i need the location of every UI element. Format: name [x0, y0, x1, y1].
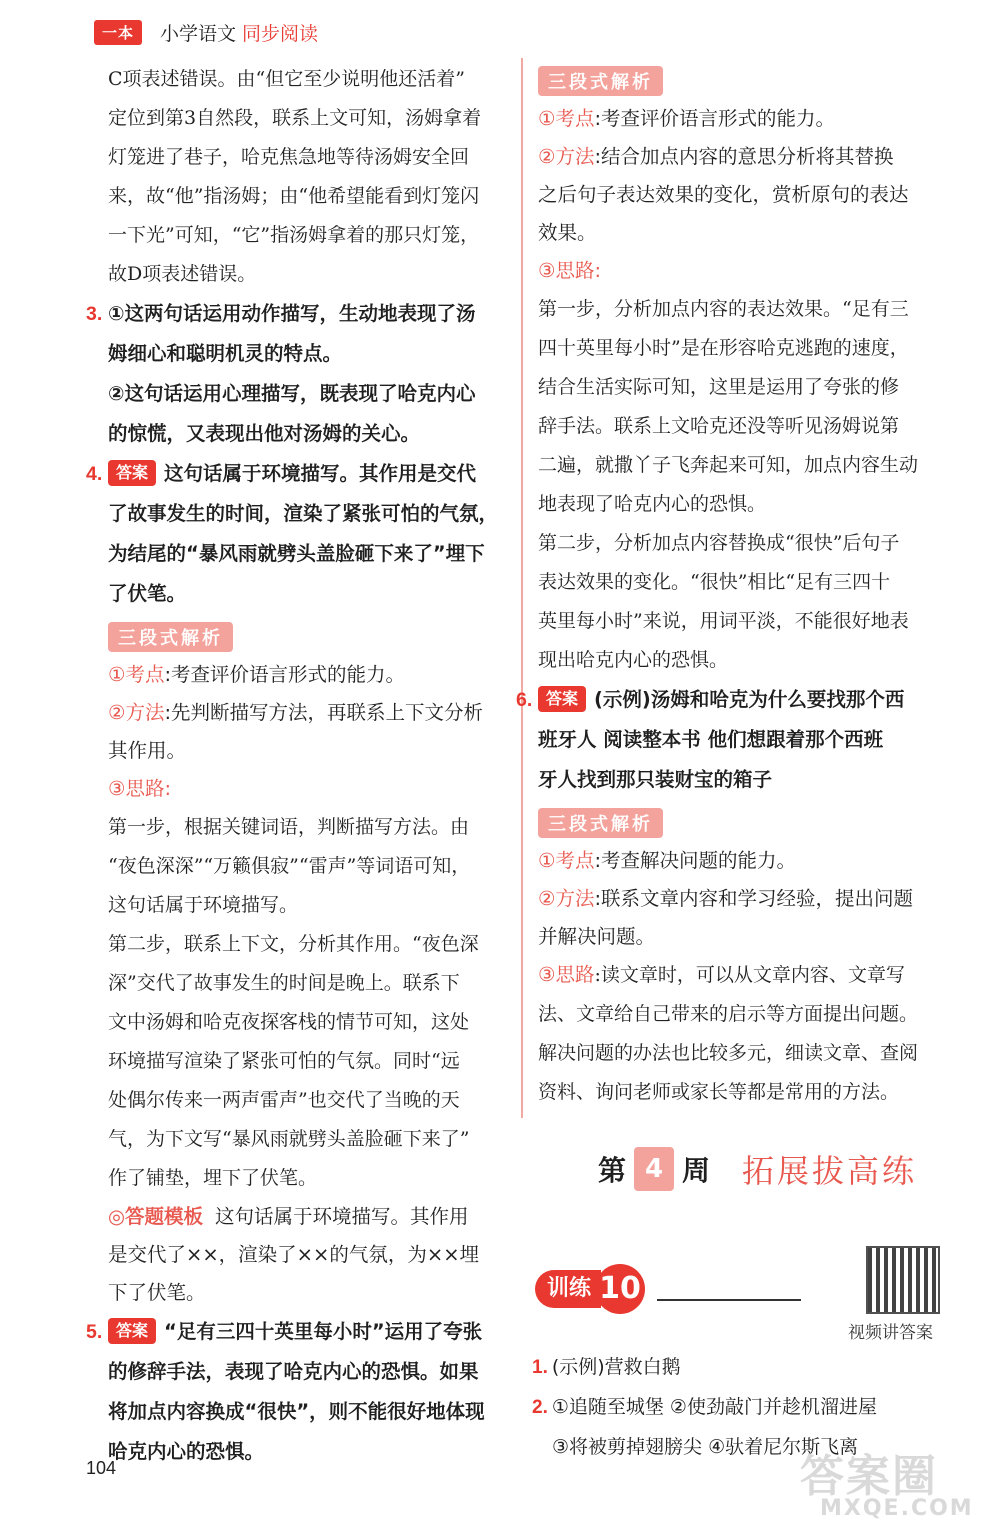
watermark-logo: 答案圈: [800, 1451, 938, 1502]
fangfa-label: ②方法: [538, 887, 595, 910]
text-line: :考查解决问题的能力。: [594, 849, 797, 872]
text-line: 文中汤姆和哈克夜探客栈的情节可知，这处: [108, 1011, 470, 1033]
text-line: 哈克内心的恐惧。: [108, 1440, 265, 1463]
text-line: 灯笼进了巷子，哈克焦急地等待汤姆安全回: [108, 146, 470, 168]
text-line: 的惊慌，又表现出他对汤姆的关心。: [108, 422, 421, 445]
qr-code-icon[interactable]: [866, 1246, 940, 1314]
text-line: 是交代了××，渲染了××的气氛，为××埋: [108, 1243, 480, 1266]
training-badge: [535, 1264, 801, 1314]
continuation-text: [86, 60, 506, 294]
question-number: 3.: [86, 303, 103, 325]
answer-tag: 答案: [108, 460, 156, 486]
text-line: 法、文章给自己带来的启示等方面提出问题。: [538, 1003, 919, 1025]
watermark-url: MXQE.COM: [820, 1496, 974, 1521]
text-line: :读文章时，可以从文章内容、文章写: [594, 964, 905, 986]
question-number: 2.: [532, 1397, 548, 1418]
text-line: :结合加点内容的意思分析将其替换: [594, 145, 894, 168]
text-line: 其作用。: [108, 739, 187, 762]
text-line: 深”交代了故事发生的时间是晚上。联系下: [108, 972, 460, 994]
text-line: 二遍，就撒丫子飞奔起来可知，加点内容生动: [538, 454, 919, 476]
analysis-section-tag: 三段式解析: [538, 808, 663, 838]
week-topic: 拓展拔高练: [742, 1152, 918, 1190]
analysis-section-tag: 三段式解析: [108, 622, 233, 652]
training-number: 10: [595, 1264, 645, 1314]
text-line: “足有三四十英里每小时”运用了夸张: [164, 1320, 483, 1343]
fangfa-label: ②方法: [108, 701, 165, 724]
text-line: 这句话属于环境描写。: [108, 894, 299, 916]
kaodian-label: ①考点: [108, 663, 165, 686]
text-line: 处偶尔传来一两声雷声”也交代了当晚的天: [108, 1089, 460, 1111]
training-label: 训练: [535, 1270, 601, 1308]
week-prefix: 第: [598, 1154, 627, 1187]
text-line: 为结尾的“暴风雨就劈头盖脸砸下来了”埋下: [108, 542, 485, 565]
text-line: 班牙人 阅读整本书 他们想跟着那个西班: [538, 728, 884, 751]
text-line: 下了伏笔。: [108, 1281, 206, 1304]
text-line: 第二步，分析加点内容替换成“很快”后句子: [538, 532, 900, 554]
text-line: 牙人找到那只装财宝的箱子: [538, 768, 773, 791]
text-line: 并解决问题。: [538, 925, 656, 948]
text-line: 表达效果的变化。“很快”相比“足有三四十: [538, 571, 891, 593]
text-line: 了伏笔。: [108, 582, 187, 605]
header-title: 小学语文 同步阅读: [160, 22, 319, 45]
text-line: :先判断描写方法，再联系上下文分析: [164, 701, 484, 724]
text-line: 现出哈克内心的恐惧。: [538, 649, 729, 671]
text-line: 了故事发生的时间，渲染了紧张可怕的气氛，: [108, 502, 499, 525]
text-line: ②这句话运用心理描写，既表现了哈克内心: [108, 382, 476, 405]
text-line: :考查评价语言形式的能力。: [594, 107, 836, 130]
question-number: 6.: [516, 689, 533, 711]
question-3-answer: [86, 294, 506, 454]
right-column: 三段式解析 ①考点:考查评价语言形式的能力。 ②方法:结合加点内容的意思分析将其替换 之后句子表达效果的变化，赏析原句的表达 效果。 ③思路: 第一步，分析加点内容的表达效果。“足有三 四十英里每小时”是在形容哈克逃跑的速度， 结合生活实际可知，这里是运用了夸张的修 辞手法。联系上文哈克还没等听见汤姆说第 二遍，就撒丫子飞奔起来可知，加点内容生动 地表现了哈克内心的恐惧。 第二步，分析加点内容替换成“很快”后句子 表达效果的变化。“很快”相比“足有三四十 英里每小时”来说，用词平淡，不能很好地表 现出哈克内心的恐惧。 6. 答案 (示例)汤姆和哈克为什么要找那个西 班牙人 阅读整本书 他们想跟着那个西班 牙人找到那只装财宝的箱子 三段式解析 ①考点:考查解决问题的能力。 ②方法:联系文章内容和学习经验，提出问题 并解决问题。 ③思路:读文章时，可以从文章内容、文章写 法、文章给自己带来的启示等方面提出问题。 解决问题的办法也比较多元，细读文章、查阅 资料、询问老师或家长等都是常用的方法。: [538, 60, 968, 1112]
week-heading: [598, 1146, 917, 1192]
text-line: 作了铺垫，埋下了伏笔。: [108, 1167, 318, 1189]
question-5-answer: [86, 1312, 506, 1472]
text-line: :联系文章内容和学习经验，提出问题: [594, 887, 914, 910]
silu-label: ③思路: [108, 777, 165, 800]
qr-caption: 视频讲答案: [848, 1323, 933, 1343]
text-line: 结合生活实际可知，这里是运用了夸张的修: [538, 376, 900, 398]
page-number: 104: [86, 1458, 117, 1478]
question-6-answer: [516, 680, 968, 1112]
text-line: (示例)营救白鹅: [551, 1356, 681, 1378]
text-line: 的修辞手法，表现了哈克内心的恐惧。如果: [108, 1360, 479, 1383]
question-4-answer: 4. 答案 这句话属于环境描写。其作用是交代 了故事发生的时间，渲染了紧张可怕的气氛， 为结尾的“暴风雨就劈头盖脸砸下来了”埋下 了伏笔。 三段式解析 ①考点:考查评价语言形式的能力。 ②方法:先判断描写方法，再联系上下文分析 其作用。 ③思路: 第一步，根据关键词语，判断描写方法。由 “夜色深深”“万籁俱寂”“雷声”等词语可知， 这句话属于环境描写。 第二步，联系上下文，分析其作用。“夜色深 深”交代了故事发生的时间是晚上。联系下 文中汤姆和哈克夜探客栈的情节可知，这处 环境描写渲染了紧张可怕的气氛。同时“远 处偶尔传来一两声雷声”也交代了当晚的天 气，为下文写“暴风雨就劈头盖脸砸下来了” 作了铺垫，埋下了伏笔。 ◎答题模板 这句话属于环境描写。其作用 是交代了××，渲染了××的气氛，为××埋 下了伏笔。: [86, 454, 506, 1312]
text-line: 英里每小时”来说，用词平淡，不能很好地表: [538, 610, 909, 632]
text-line: 四十英里每小时”是在形容哈克逃跑的速度，: [538, 337, 909, 359]
text-line: 解决问题的办法也比较多元，细读文章、查阅: [538, 1042, 919, 1064]
silu-label: ③思路: [538, 259, 595, 282]
training-q1: [532, 1352, 681, 1379]
text-line: 第二步，联系上下文，分析其作用。“夜色深: [108, 933, 479, 955]
title-blank-line: [657, 1299, 801, 1301]
text-line: 第一步，根据关键词语，判断描写方法。由: [108, 816, 470, 838]
text-line: 来，故“他”指汤姆；由“他希望能看到灯笼闪: [108, 185, 480, 207]
text-line: 之后句子表达效果的变化，赏析原句的表达: [538, 183, 909, 206]
header-subtitle: 同步阅读: [242, 22, 319, 45]
text-line: 定位到第3自然段，联系上文可知，汤姆拿着: [108, 107, 482, 129]
brand-logo: 一本: [94, 20, 142, 45]
text-line: ①这两句话运用动作描写，生动地表现了汤: [108, 302, 476, 325]
text-line: 地表现了哈克内心的恐惧。: [538, 493, 767, 515]
kaodian-label: ①考点: [538, 849, 595, 872]
week-suffix: 周: [682, 1154, 711, 1187]
question-number: 4.: [86, 463, 103, 485]
analysis-section-tag: 三段式解析: [538, 66, 663, 96]
text-line: 辞手法。联系上文哈克还没等听见汤姆说第: [538, 415, 900, 437]
text-line: 故D项表述错误。: [108, 263, 257, 285]
text-line: 气，为下文写“暴风雨就劈头盖脸砸下来了”: [108, 1128, 470, 1150]
text-line: ①追随至城堡 ②使劲敲门并趁机溜进屋: [551, 1396, 877, 1418]
text-line: (示例)汤姆和哈克为什么要找那个西: [594, 688, 905, 711]
kaodian-label: ①考点: [538, 107, 595, 130]
text-line: 环境描写渲染了紧张可怕的气氛。同时“远: [108, 1050, 460, 1072]
training-q2: [532, 1392, 877, 1419]
text-line: 这句话属于环境描写。其作用是交代: [164, 462, 477, 485]
text-line: :考查评价语言形式的能力。: [164, 663, 406, 686]
text-line: 一下光”可知，“它”指汤姆拿着的那只灯笼，: [108, 224, 480, 246]
text-line: “夜色深深”“万籁俱寂”“雷声”等词语可知，: [108, 855, 471, 877]
text-line: 这句话属于环境描写。其作用: [215, 1205, 469, 1228]
silu-label: ③思路: [538, 963, 595, 986]
fangfa-label: ②方法: [538, 145, 595, 168]
left-column: [86, 60, 506, 1472]
text-line: 第一步，分析加点内容的表达效果。“足有三: [538, 298, 909, 320]
week-number: 4: [634, 1147, 674, 1191]
template-label: ◎答题模板: [108, 1205, 204, 1228]
text-line: 姆细心和聪明机灵的特点。: [108, 342, 343, 365]
text-line: 资料、询问老师或家长等都是常用的方法。: [538, 1081, 900, 1103]
answer-tag: 答案: [538, 686, 586, 712]
page-header: [94, 14, 318, 50]
text-line: 效果。: [538, 221, 597, 244]
text-line: C项表述错误。由“但它至少说明他还活着”: [108, 68, 465, 90]
training-q2-line2: ③将被剪掉翅膀尖 ④驮着尼尔斯飞离: [552, 1436, 859, 1458]
answer-tag: 答案: [108, 1318, 156, 1344]
question-number: 1.: [532, 1357, 548, 1378]
question-number: 5.: [86, 1321, 103, 1343]
text-line: 将加点内容换成“很快”，则不能很好地体现: [108, 1400, 485, 1423]
